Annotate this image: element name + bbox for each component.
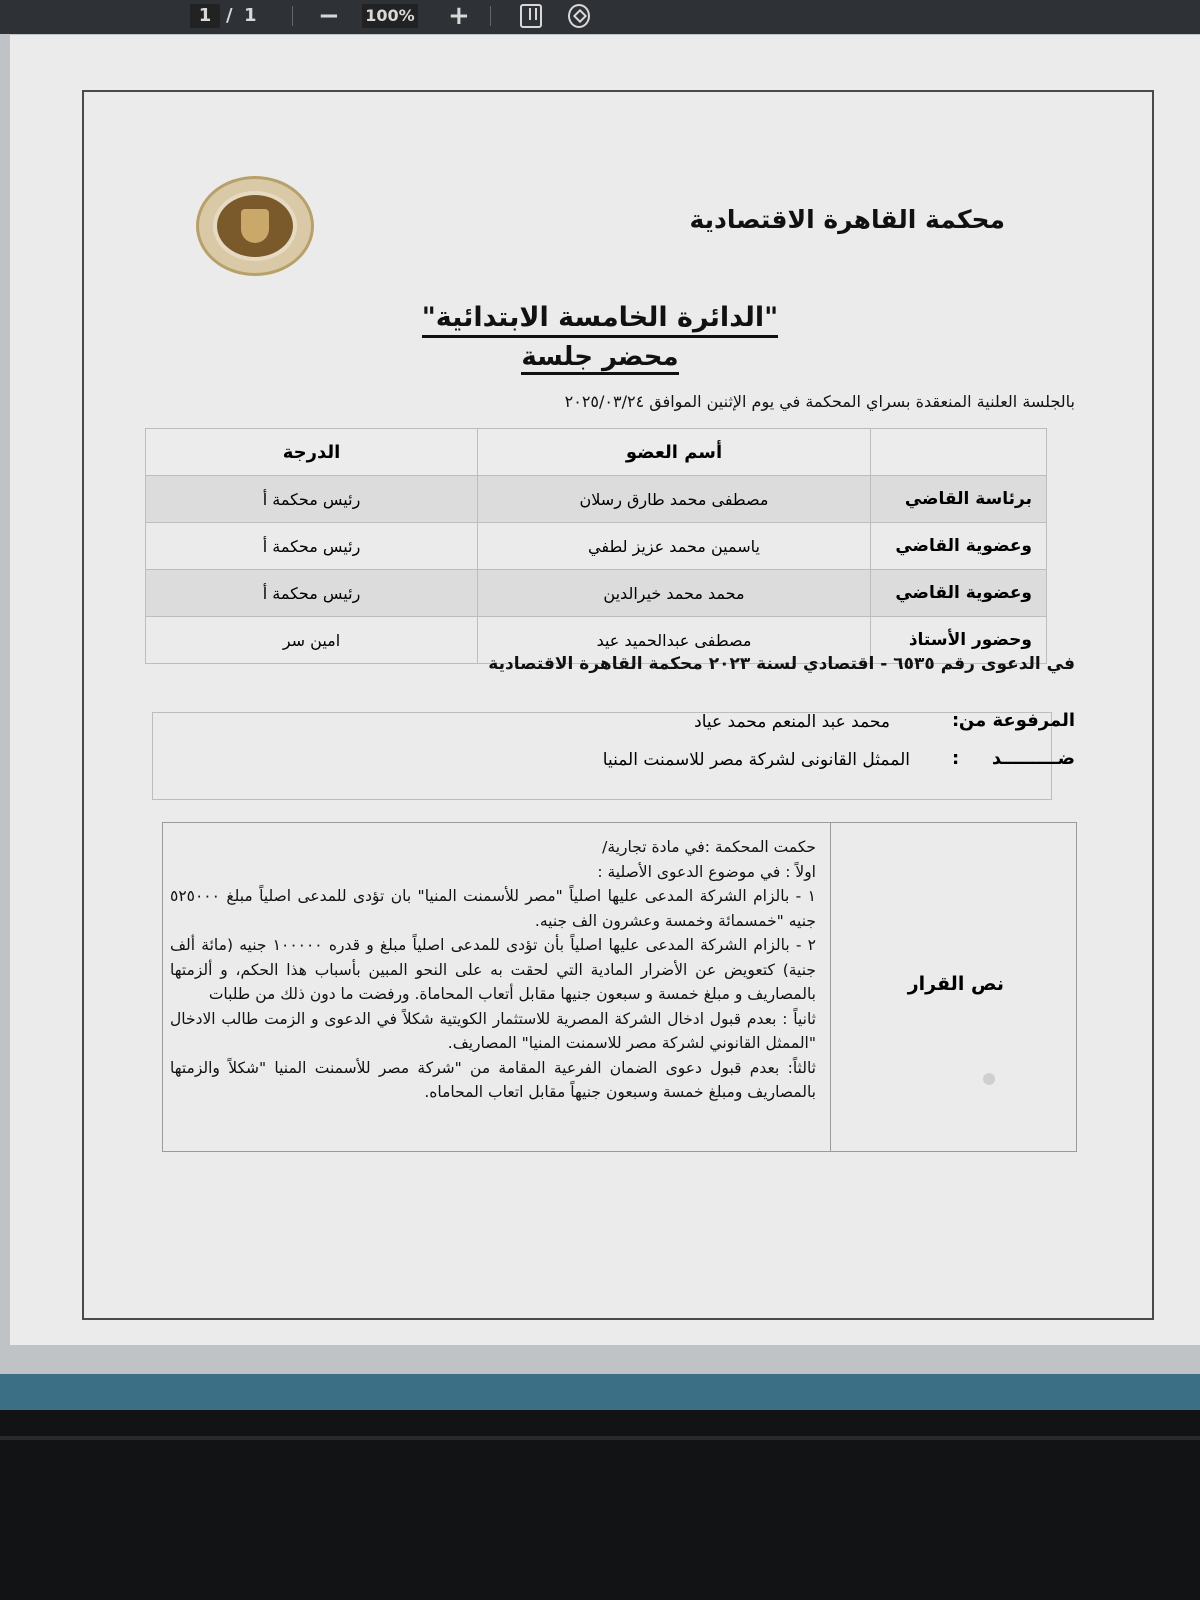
court-seal-logo	[196, 176, 314, 276]
plaintiff-name: محمد عبد المنعم محمد عياد	[694, 712, 890, 732]
court-name: محكمة القاهرة الاقتصادية	[689, 205, 1005, 234]
toolbar-divider	[490, 6, 491, 26]
table-row	[146, 476, 1047, 523]
header-grade: الدرجة	[146, 429, 478, 476]
against-label: ضـــــــــد	[991, 748, 1075, 769]
rotate-icon[interactable]	[568, 4, 590, 28]
table-header-row	[146, 429, 1047, 476]
member-grade: رئيس محكمة أ	[146, 523, 478, 570]
member-role: برئاسة القاضي	[871, 476, 1047, 523]
decision-text	[170, 835, 816, 1105]
session-date-line: بالجلسة العلنية المنعقدة بسراي المحكمة في يوم الإثنين الموافق ٢٠٢٥/٠٣/٢٤	[564, 392, 1075, 411]
fit-page-icon[interactable]	[520, 4, 542, 28]
total-pages: 1	[244, 5, 257, 26]
defendant-colon: :	[952, 748, 960, 769]
members-table	[145, 428, 1047, 664]
member-name: محمد محمد خيرالدين	[478, 570, 871, 617]
decision-box	[162, 822, 1077, 1152]
page-separator: /	[226, 5, 233, 26]
member-role: وعضوية القاضي	[871, 523, 1047, 570]
viewer-bottom-strip	[0, 1374, 1200, 1410]
toolbar-divider	[292, 6, 293, 26]
page-mark	[983, 1073, 995, 1085]
table-row	[146, 523, 1047, 570]
decision-paragraph: اولاً : في موضوع الدعوى الأصلية :	[597, 862, 816, 881]
session-title	[0, 342, 1200, 372]
member-grade: امين سر	[146, 617, 478, 664]
header-member-name: أسم العضو	[478, 429, 871, 476]
plaintiff-colon: :	[952, 710, 960, 731]
defendant-name: الممثل القانونى لشركة مصر للاسمنت المنيا	[602, 750, 910, 770]
zoom-out-button[interactable]: −	[318, 1, 340, 31]
circuit-title	[0, 302, 1200, 333]
decision-paragraph: ٢ - بالزام الشركة المدعى عليها اصلياً بأن تؤدى للمدعى اصلياً مبلغ و قدره ١٠٠٠٠٠ جنيه (مائة ألف جنية) كتعويض عن الأضرار المادية التي لحقت به على النحو المبين بأسباب هذا الحكم، و ألزمتها بالمصاريف و مبلغ خمسة و سبعون جنيها مقابل أتعاب المحاماة. ورفضت ما دون ذلك من طلبات	[170, 936, 816, 1003]
decision-label: نص القرار	[907, 973, 1004, 995]
plaintiff-label: المرفوعة من	[958, 710, 1075, 731]
decision-label-cell	[830, 823, 1076, 1151]
member-role: وحضور الأستاذ	[871, 617, 1047, 664]
table-row	[146, 570, 1047, 617]
session-title-text: محضر جلسة	[521, 342, 678, 375]
header-role	[871, 429, 1047, 476]
decision-paragraph: ثانياً : بعدم قبول ادخال الشركة المصرية للاستثمار الكويتية شكلاً في الدعوى و الزمت طالب الادخال "الممثل القانوني لشركة مصر للاسمنت المنيا" المصاريف.	[170, 1009, 816, 1052]
zoom-level[interactable]: 100%	[362, 4, 418, 28]
member-name: مصطفى عبدالحميد عيد	[478, 617, 871, 664]
member-grade: رئيس محكمة أ	[146, 570, 478, 617]
decision-paragraph: ١ - بالزام الشركة المدعى عليها اصلياً "مصر للأسمنت المنيا" بان تؤدى للمدعى اصلياً مبلغ ٥٢٥٠٠٠ جنيه "خمسمائة وخمسة وعشرون الف جنيه.	[170, 887, 816, 930]
eagle-icon	[241, 209, 269, 243]
current-page-input[interactable]: 1	[190, 4, 220, 28]
case-number-line: في الدعوى رقم ٦٥٣٥ - اقتصادي لسنة ٢٠٢٣ محكمة القاهرة الاقتصادية	[488, 654, 1075, 674]
member-name: مصطفى محمد طارق رسلان	[478, 476, 871, 523]
zoom-in-button[interactable]: +	[448, 1, 470, 31]
member-role: وعضوية القاضي	[871, 570, 1047, 617]
pdf-toolbar	[0, 0, 1200, 34]
member-grade: رئيس محكمة أ	[146, 476, 478, 523]
decision-paragraph: ثالثاً: بعدم قبول دعوى الضمان الفرعية المقامة من "شركة مصر للأسمنت المنيا "شكلاً والزمتها بالمصاريف ومبلغ خمسة وسبعون جنيهاً مقابل اتعاب المحاماه.	[170, 1058, 816, 1101]
circuit-title-text: "الدائرة الخامسة الابتدائية"	[422, 302, 779, 338]
decision-paragraph: حكمت المحكمة :في مادة تجارية/	[602, 838, 816, 856]
member-name: ياسمين محمد عزيز لطفي	[478, 523, 871, 570]
seal-emblem	[213, 191, 297, 261]
monitor-edge	[0, 1436, 1200, 1440]
